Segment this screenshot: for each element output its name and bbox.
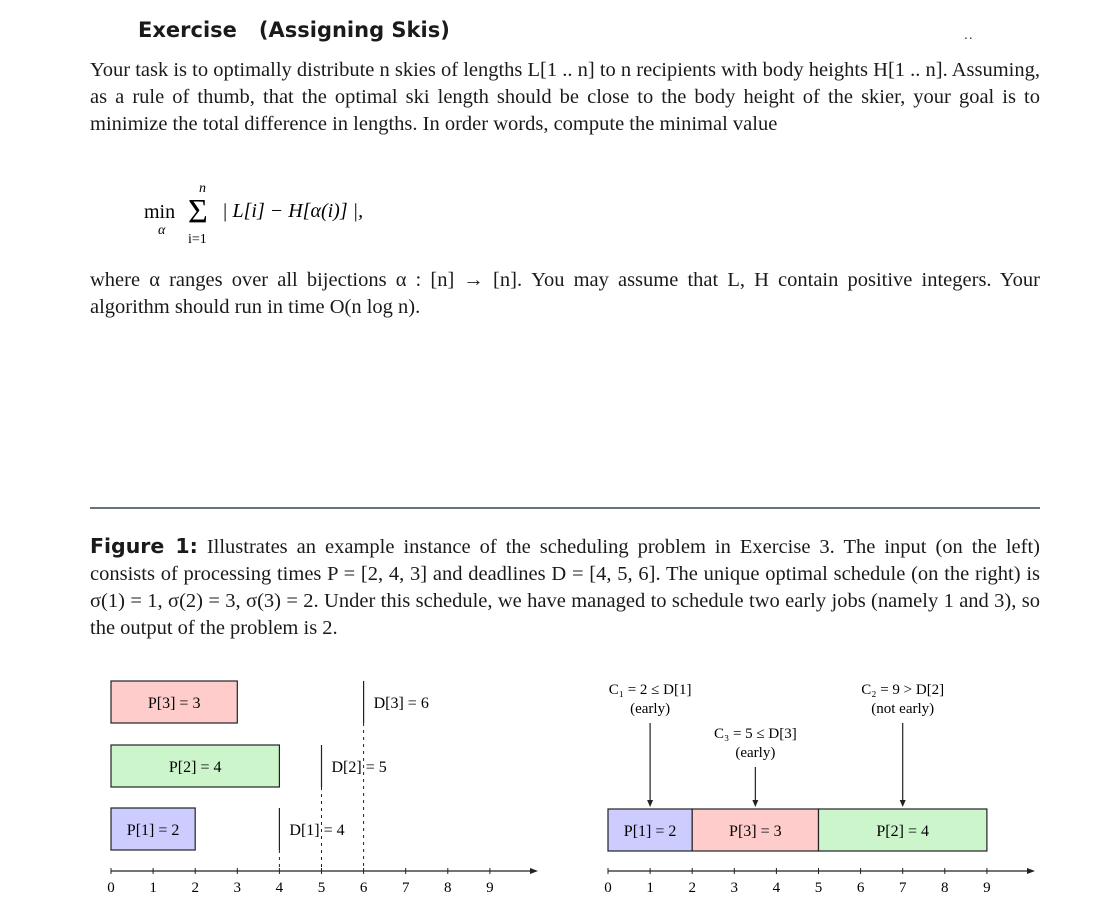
schedule-job-label: P[1] = 2 <box>623 823 677 840</box>
input-job-label: P[3] = 3 <box>147 695 201 712</box>
input-tick-label: 1 <box>149 880 157 896</box>
corner-mark: .. <box>964 28 974 42</box>
exercise-title: (Assigning Skis) <box>258 18 450 42</box>
completion-arrowhead <box>647 800 653 807</box>
completion-arrowhead <box>900 800 906 807</box>
exercise-paragraph-1: Your task is to optimally distribute n skies of lengths L[1 .. n] to n recipients with body heights H[1 .. n]. Assuming, as a rule of thumb, that the optimal ski length should be close to the body height of the skier, your goal is to minimize the total difference in lengths. In order words, compute the minimal value <box>90 59 1040 135</box>
formula-sigma: Σ <box>188 193 208 230</box>
input-tick-label: 5 <box>317 880 326 896</box>
figure-caption-text: Illustrates an example instance of the scheduling problem in Exercise 3. The input (on the left) consists of processing times P = [2, 4, 3] and deadlines D = [4, 5, 6]. The unique optimal schedule (on the right) is σ(1) = 1, σ(2) = 3, σ(3) = 2. Under this schedule, we have managed to schedule two early jobs (namely 1 and 3), so the output of the problem is 2. <box>90 536 1041 639</box>
schedule-tick-label: 3 <box>730 880 739 896</box>
schedule-tick-label: 4 <box>772 880 781 896</box>
formula-sum-lower: i=1 <box>188 232 207 247</box>
schedule-tick-label: 8 <box>941 880 949 896</box>
input-tick-label: 2 <box>191 880 199 896</box>
completion-label: C₁ = 2 ≤ D[1] <box>608 682 692 698</box>
early-status-label: (early) <box>630 701 671 717</box>
early-status-label: (not early) <box>871 701 935 717</box>
exercise-heading <box>138 18 450 42</box>
completion-label: C₃ = 5 ≤ D[3] <box>713 726 797 742</box>
early-status-label: (early) <box>735 745 776 761</box>
input-tick-label: 6 <box>359 880 368 896</box>
schedule-axis-arrow <box>1027 868 1035 874</box>
schedule-tick-label: 6 <box>856 880 865 896</box>
schedule-job-label: P[3] = 3 <box>729 823 782 840</box>
minimization-formula <box>142 175 542 250</box>
formula-min: min <box>144 201 176 223</box>
formula-min-subscript: α <box>158 223 166 238</box>
input-tick-label: 0 <box>107 880 115 896</box>
input-tick-label: 7 <box>401 880 410 896</box>
formula-sum-upper: n <box>199 181 206 196</box>
completion-label: C₂ = 9 > D[2] <box>861 682 945 698</box>
section-divider <box>90 507 1040 509</box>
figure-caption <box>90 533 1040 642</box>
formula-body: | L[i] − H[α(i)] |, <box>222 200 364 222</box>
deadline-label: D[2] = 5 <box>331 759 387 776</box>
input-tick-label: 9 <box>486 880 494 896</box>
schedule-job-label: P[2] = 4 <box>876 823 929 840</box>
schedule-tick-label: 9 <box>983 880 991 896</box>
input-axis-arrow <box>530 868 538 874</box>
deadline-label: D[1] = 4 <box>289 822 345 839</box>
schedule-tick-label: 5 <box>814 880 823 896</box>
input-tick-label: 4 <box>275 880 284 896</box>
deadline-label: D[3] = 6 <box>373 695 429 712</box>
schedule-tick-label: 1 <box>646 880 654 896</box>
exercise-label: Exercise <box>138 18 237 42</box>
schedule-tick-label: 0 <box>604 880 612 896</box>
input-panel <box>107 681 538 896</box>
input-job-label: P[1] = 2 <box>126 822 180 839</box>
input-tick-label: 8 <box>444 880 452 896</box>
completion-arrowhead <box>752 800 758 807</box>
schedule-tick-label: 2 <box>688 880 696 896</box>
schedule-panel <box>604 682 1035 896</box>
schedule-tick-label: 7 <box>898 880 907 896</box>
scheduling-diagram <box>0 660 1120 901</box>
input-job-label: P[2] = 4 <box>168 759 222 776</box>
figure-label: Figure 1: <box>90 534 198 558</box>
input-tick-label: 3 <box>233 880 242 896</box>
exercise-paragraph-2: where α ranges over all bijections α : [n] → [n]. You may assume that L, H contain positive integers. Your algorithm should run in time O(n log n). <box>90 269 1040 318</box>
